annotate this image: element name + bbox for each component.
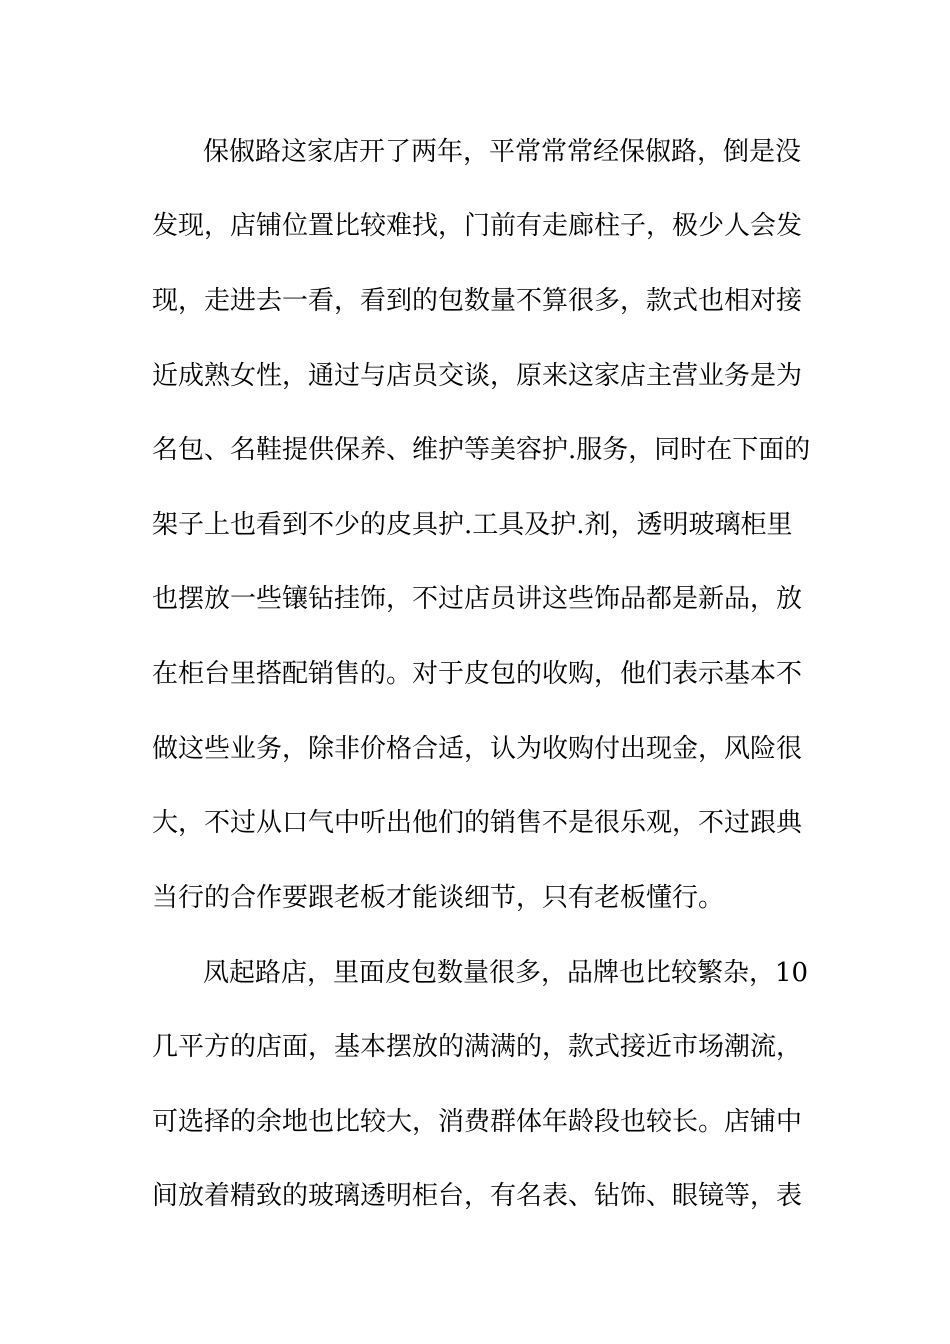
text-line: 发现，店铺位置比较难找，门前有走廊柱子，极少人会发 <box>152 211 803 241</box>
paragraph-1-line-11 <box>0 878 950 918</box>
paragraph-1-line-10 <box>0 803 950 843</box>
text-line: 近成熟女性，通过与店员交谈，原来这家店主营业务是为 <box>152 361 803 391</box>
text-line: 现，走进去一看，看到的包数量不算很多，款式也相对接 <box>152 286 803 316</box>
paragraph-1-line-3 <box>0 281 950 321</box>
paragraph-1-line-4 <box>0 356 950 396</box>
paragraph-1-line-8 <box>0 654 950 694</box>
paragraph-1-line-1 <box>0 132 950 172</box>
paragraph-2-line-3 <box>0 1102 950 1142</box>
text-line: 保俶路这家店开了两年，平常常常经保俶路，倒是没 <box>203 137 802 167</box>
paragraph-1-line-6 <box>0 505 950 545</box>
text-line: 几平方的店面，基本摆放的满满的，款式接近市场潮流， <box>152 1032 803 1062</box>
text-line: 架子上也看到不少的皮具护.工具及护.剂，透明玻璃柜里 <box>152 510 793 540</box>
text-line: 间放着精致的玻璃透明柜台，有名表、钻饰、眼镜等，表 <box>152 1181 803 1211</box>
paragraph-1-line-7 <box>0 579 950 619</box>
text-line: 大，不过从口气中听出他们的销售不是很乐观，不过跟典 <box>152 808 803 838</box>
paragraph-2-line-4 <box>0 1176 950 1216</box>
text-line: 可选择的余地也比较大，消费群体年龄段也较长。店铺中 <box>152 1107 803 1137</box>
paragraph-1-line-2 <box>0 206 950 246</box>
text-line: 在柜台里搭配销售的。对于皮包的收购，他们表示基本不 <box>152 659 803 689</box>
paragraph-2-line-1 <box>0 953 950 993</box>
text-line: 名包、名鞋提供保养、维护等美容护.服务，同时在下面的 <box>152 435 811 465</box>
paragraph-2-line-2 <box>0 1027 950 1067</box>
text-line: 当行的合作要跟老板才能谈细节，只有老板懂行。 <box>152 883 725 913</box>
paragraph-1-line-5 <box>0 430 950 470</box>
paragraph-1-line-9 <box>0 729 950 769</box>
text-line: 凤起路店，里面皮包数量很多，品牌也比较繁杂，10 <box>203 958 809 988</box>
text-line: 也摆放一些镶钻挂饰，不过店员讲这些饰品都是新品，放 <box>152 584 803 614</box>
text-line: 做这些业务，除非价格合适，认为收购付出现金，风险很 <box>152 734 803 764</box>
